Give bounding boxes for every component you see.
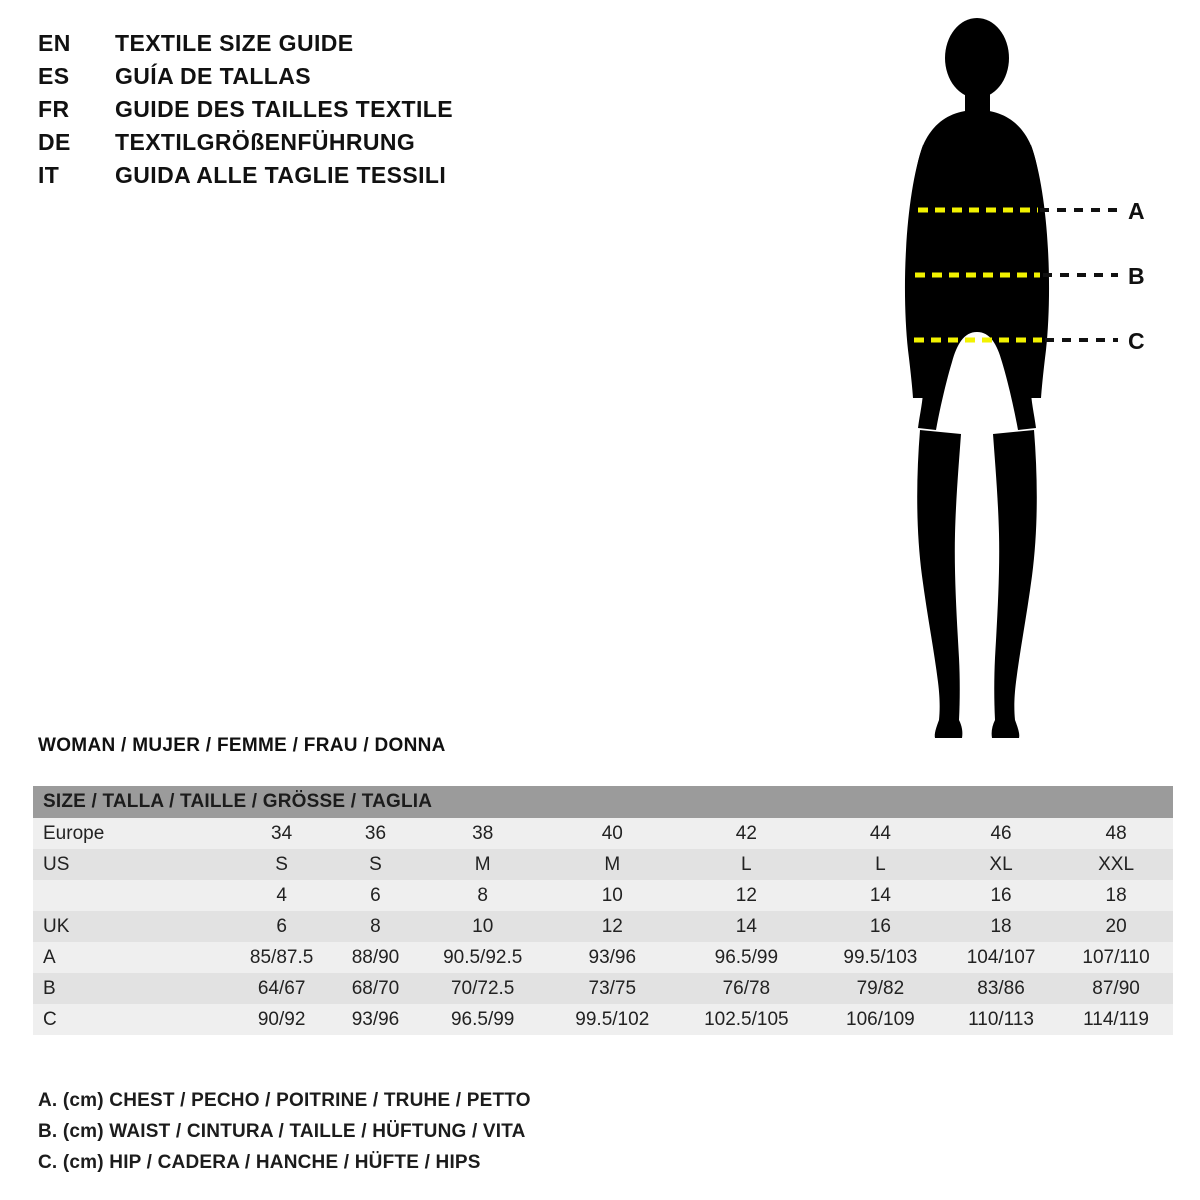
table-cell: 114/119 [1059,1004,1173,1035]
table-cell: 87/90 [1059,973,1173,1004]
table-cell: 83/86 [943,973,1059,1004]
language-row [38,96,558,129]
row-label: US [33,849,228,880]
table-row [33,849,1173,880]
language-title: GUÍA DE TALLAS [115,63,311,89]
language-code: EN [38,30,71,56]
row-label: C [33,1004,228,1035]
table-cell: 79/82 [818,973,943,1004]
footnote-list [38,1085,738,1178]
silhouette-icon [860,10,1190,750]
measure-label-b: B [1128,263,1145,289]
language-title: GUIDA ALLE TAGLIE TESSILI [115,162,447,188]
table-cell: 40 [550,818,675,849]
size-table [33,786,1173,1035]
table-cell: 88/90 [335,942,415,973]
table-cell: 8 [335,911,415,942]
table-row [33,942,1173,973]
table-cell: 6 [335,880,415,911]
table-cell: XL [943,849,1059,880]
table-row [33,880,1173,911]
footnote-chest: A. (cm) CHEST / PECHO / POITRINE / TRUHE / PETTO [38,1090,531,1111]
table-cell: 73/75 [550,973,675,1004]
table-cell: 16 [818,911,943,942]
table-cell: 96.5/99 [675,942,818,973]
table-cell: 106/109 [818,1004,943,1035]
language-code: FR [38,96,70,122]
table-cell: 46 [943,818,1059,849]
table-cell: 90/92 [228,1004,335,1035]
table-cell: M [550,849,675,880]
language-title: TEXTILE SIZE GUIDE [115,30,354,56]
row-label: Europe [33,818,228,849]
table-cell: 6 [228,911,335,942]
table-cell: 44 [818,818,943,849]
table-cell: 64/67 [228,973,335,1004]
row-label: A [33,942,228,973]
table-cell: M [416,849,550,880]
table-cell: 68/70 [335,973,415,1004]
table-cell: 107/110 [1059,942,1173,973]
table-cell: 12 [550,911,675,942]
table-cell: 99.5/102 [550,1004,675,1035]
table-cell: 8 [416,880,550,911]
table-cell: XXL [1059,849,1173,880]
table-cell: S [228,849,335,880]
section-title: WOMAN / MUJER / FEMME / FRAU / DONNA [38,735,446,756]
language-title: GUIDE DES TAILLES TEXTILE [115,96,453,122]
table-row [33,1004,1173,1035]
table-row [33,911,1173,942]
table-cell: 93/96 [335,1004,415,1035]
footnote-hip: C. (cm) HIP / CADERA / HANCHE / HÜFTE / HIPS [38,1152,481,1173]
table-row [33,973,1173,1004]
table-cell: 14 [675,911,818,942]
language-row [38,63,558,96]
table-cell: L [818,849,943,880]
table-header-label: SIZE / TALLA / TAILLE / GRÖSSE / TAGLIA [33,786,1173,818]
table-cell: 70/72.5 [416,973,550,1004]
table-cell: 34 [228,818,335,849]
language-code: IT [38,162,60,188]
row-label: UK [33,911,228,942]
female-silhouette-figure [860,10,1190,750]
language-row [38,30,558,63]
table-header-row [33,786,1173,818]
footnote-waist: B. (cm) WAIST / CINTURA / TAILLE / HÜFTUNG / VITA [38,1121,526,1142]
table-cell: 18 [943,911,1059,942]
table-cell: 36 [335,818,415,849]
table-cell: 20 [1059,911,1173,942]
measure-label-c: C [1128,328,1145,354]
language-code: ES [38,63,70,89]
language-row [38,129,558,162]
row-label: B [33,973,228,1004]
table-cell: 93/96 [550,942,675,973]
language-row [38,162,558,195]
table-cell: 14 [818,880,943,911]
table-cell: 18 [1059,880,1173,911]
table-cell: 38 [416,818,550,849]
table-cell: L [675,849,818,880]
table-cell: 48 [1059,818,1173,849]
table-cell: 96.5/99 [416,1004,550,1035]
table-cell: 85/87.5 [228,942,335,973]
table-cell: 12 [675,880,818,911]
table-cell: 99.5/103 [818,942,943,973]
table-cell: 42 [675,818,818,849]
table-cell: 76/78 [675,973,818,1004]
table-row [33,818,1173,849]
table-cell: 4 [228,880,335,911]
measure-label-a: A [1128,198,1145,224]
row-label [33,880,228,911]
table-cell: 102.5/105 [675,1004,818,1035]
language-title: TEXTILGRÖßENFÜHRUNG [115,129,416,155]
language-title-list [38,30,558,195]
table-cell: 10 [416,911,550,942]
table-cell: 110/113 [943,1004,1059,1035]
table-cell: 90.5/92.5 [416,942,550,973]
language-code: DE [38,129,71,155]
table-cell: 10 [550,880,675,911]
table-cell: 16 [943,880,1059,911]
table-cell: 104/107 [943,942,1059,973]
table-cell: S [335,849,415,880]
